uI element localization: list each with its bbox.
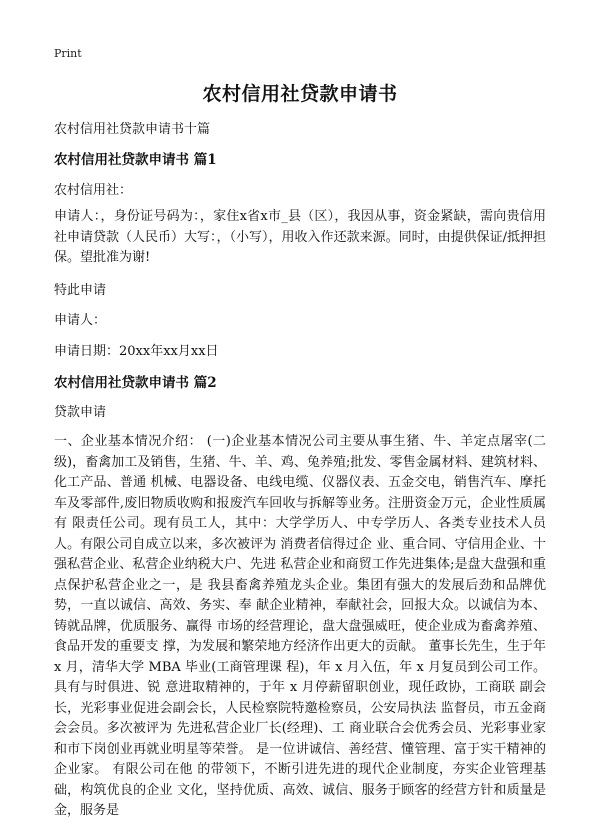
- section-1-salutation: 农村信用社：: [54, 183, 133, 198]
- section-2-body: 一、企业基本情况介绍： (一)企业基本情况公司主要从事生猪、牛、羊定点屠宰(二级)，畜禽加工及销售，生猪、牛、羊、鸡、兔养殖;批发、零售金属材料、建筑材料、化工产品、普通 机械、电器设备、电线电缆、仪器仪表、五金交电，销售汽车、摩托车及零部件,废旧物质收购和报废汽车回收与拆解等业务。注册资金万元，企业性质属有 限责任公司。现有员工人，其中：大学学历人、中专学历人、各类专业技术人员人。有限公司自成立以来，多次被评为 消费者信得过企 业、重合同、守信用企业、十强私营企业、私营企业纳税大户、先进 私营企业和商贸工作先进集体;是盘大盘强和重点保护私营企业之一，是 我县畜禽养殖龙头企业。集团有强大的发展后劲和品牌优势，一直以诚信、高效、务实、奉 献企业精神，奉献社会，回报大众。以诚信为本、铸就品牌，优质服务、赢得 市场的经营理论，盘大盘强威旺，使企业成为畜禽养殖、食品开发的重要支 撑，为发展和繁荣地方经济作出更大的贡献。 董事长先生，生于年 x 月，清华大学 MBA 毕业(工商管理课 程)，年 x 月入伍，年 x 月复员到公司工作。具有与时俱进、锐 意进取精神的，于年 x 月停薪留职创业，现任政协，工商联 副会长，光彩事业促进会副会长，人民检察院特邀检察员，公安局执法 监督员，市五金商会会员。多次被评为 先进私营企业厂长(经理)、工 商业联合会优秀会员、光彩事业家和市下岗创业再就业明星等荣誉。 是一位讲诚信、善经营、懂管理、富于实干精神的企业家。 有限公司在他 的带领下，不断引进先进的现代企业制度，夯实企业管理基础，构筑优良的企业 文化，坚持优质、高效、诚信、服务于顾客的经营方针和质量是金，服务是: [54, 434, 546, 818]
- section-1-closing: 特此申请: [54, 283, 107, 298]
- document-subtitle: 农村信用社贷款申请书十篇: [54, 122, 211, 137]
- section-1-heading: 农村信用社贷款申请书 篇1: [54, 152, 217, 168]
- section-2-subheading: 贷款申请: [54, 405, 107, 420]
- section-1-date: 申请日期：20xx年xx月xx日: [54, 344, 219, 359]
- section-1-applicant: 申请人：: [54, 313, 107, 328]
- section-1-body: 申请人：，身份证号码为：，家住x省x市_县（区），我因从事，资金紧缺，需向贵信用社申请贷款（人民币）大写：，（小写），用收入作还款来源。同时，由提供保证/抵押担保。望批准为谢!: [54, 209, 546, 265]
- document-title: 农村信用社贷款申请书: [202, 83, 398, 105]
- section-2-heading: 农村信用社贷款申请书 篇2: [54, 375, 217, 391]
- print-link[interactable]: Print: [54, 47, 82, 60]
